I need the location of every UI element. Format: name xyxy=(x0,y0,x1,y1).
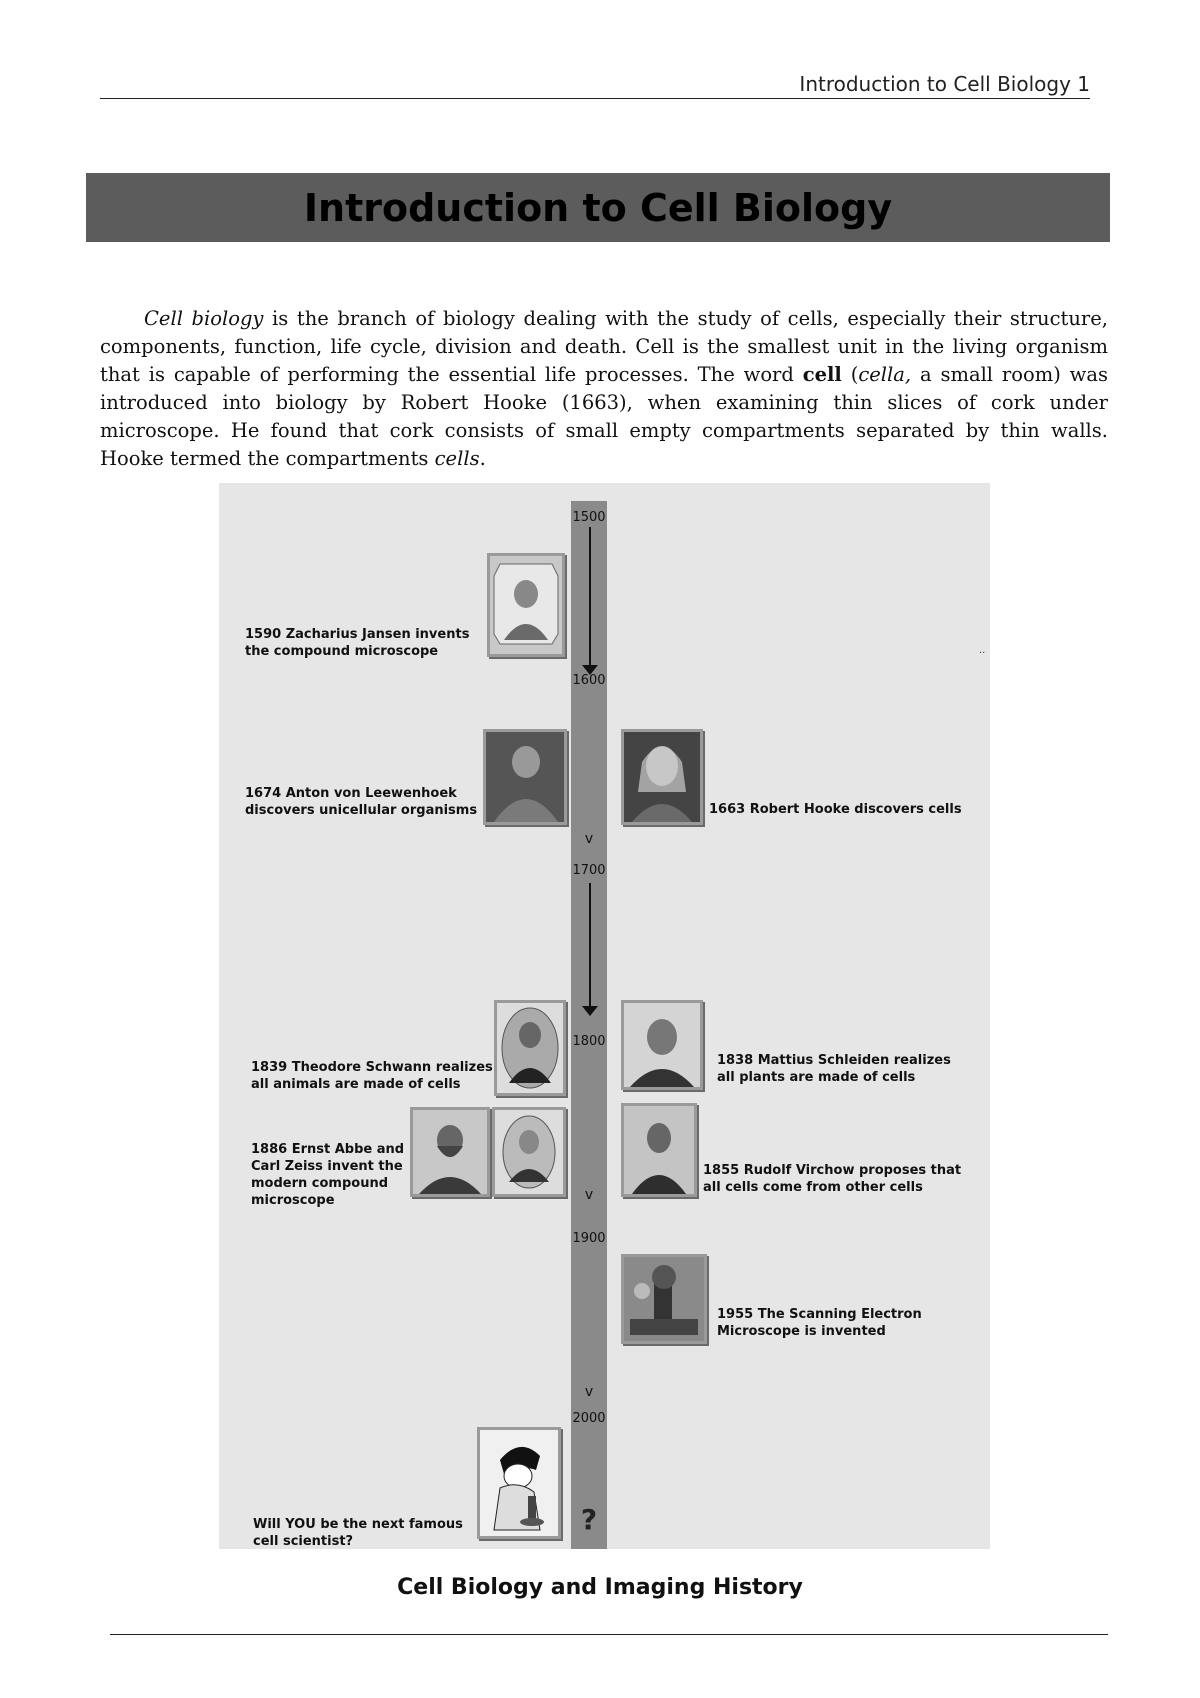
portrait-zacharias-jansen xyxy=(487,553,565,657)
caption-line: 1886 Ernst Abbe and xyxy=(251,1142,405,1157)
intro-text-2: ( xyxy=(841,363,859,386)
running-header-text: Introduction to Cell Biology 1 xyxy=(799,72,1090,96)
year-label-1800: 1800 xyxy=(572,1034,606,1049)
caption-line: 1590 Zacharius Jansen invents xyxy=(245,627,470,642)
caption-line: Will YOU be the next famous xyxy=(253,1517,463,1532)
portrait-robert-hooke xyxy=(621,729,703,825)
caption-line: 1839 Theodore Schwann realizes xyxy=(251,1060,493,1075)
footer-rule xyxy=(110,1634,1108,1635)
chevron-down-icon: v xyxy=(584,1187,594,1203)
chevron-down-icon: v xyxy=(584,1384,594,1400)
portrait-theodor-schwann xyxy=(494,1000,566,1096)
caption-line: discovers unicellular organisms xyxy=(245,803,478,818)
timeline-figure xyxy=(219,483,990,1549)
year-label-1500: 1500 xyxy=(572,510,606,525)
arrow-line xyxy=(589,527,591,667)
portrait-leeuwenhoek xyxy=(483,729,567,825)
event-caption-next-scientist xyxy=(253,1516,463,1550)
intro-text-1: is the branch of biology dealing with the study of cells, especially their structure, components, function, life cycle, division and death. Cell is the smallest unit in the living organism that is capable of performing the essential life processes. The word xyxy=(100,307,1108,386)
caption-line: all cells come from other cells xyxy=(703,1180,923,1195)
image-scanning-electron-microscope xyxy=(621,1254,707,1344)
caption-line: 1674 Anton von Leewenhoek xyxy=(245,786,457,801)
event-caption-1955 xyxy=(717,1306,922,1340)
caption-line: microscope xyxy=(251,1193,335,1208)
caption-line: all animals are made of cells xyxy=(251,1077,461,1092)
intro-text-3: a small room) was introduced into biology by Robert Hooke (1663), when examining thin slices of cork under microscope. He found that cork consists of small empty compartments separated by thin walls. Hooke termed the compartments xyxy=(100,363,1108,470)
caption-line: 1838 Mattius Schleiden realizes xyxy=(717,1053,951,1068)
caption-line: the compound microscope xyxy=(245,644,439,659)
term-cell-biology: Cell biology xyxy=(144,307,264,330)
year-label-1900: 1900 xyxy=(572,1231,606,1246)
caption-line: 1855 Rudolf Virchow proposes that xyxy=(703,1163,962,1178)
term-cella: cella, xyxy=(858,363,912,386)
intro-paragraph xyxy=(100,305,1108,473)
chevron-down-icon: v xyxy=(584,831,594,847)
stray-mark: .. xyxy=(979,645,986,656)
intro-text-4: . xyxy=(479,447,486,470)
caption-line: Microscope is invented xyxy=(717,1324,886,1339)
event-caption-1674 xyxy=(245,785,477,819)
event-caption-1838 xyxy=(717,1052,951,1086)
figure-caption: Cell Biology and Imaging History xyxy=(397,1575,803,1600)
portrait-ernst-abbe xyxy=(410,1107,490,1197)
term-cell: cell xyxy=(802,363,842,386)
title-banner xyxy=(86,173,1110,242)
page-title: Introduction to Cell Biology xyxy=(303,185,893,230)
caption-line: cell scientist? xyxy=(253,1534,354,1549)
event-caption-1886 xyxy=(251,1141,404,1209)
year-label-1600: 1600 xyxy=(572,673,606,688)
event-caption-1663 xyxy=(709,801,962,818)
caption-line: 1663 Robert Hooke discovers cells xyxy=(709,802,962,817)
caption-line: 1955 The Scanning Electron xyxy=(717,1307,922,1322)
caption-line: all plants are made of cells xyxy=(717,1070,916,1085)
image-scientist-cartoon xyxy=(477,1427,561,1539)
caption-line: modern compound xyxy=(251,1176,389,1191)
portrait-matthias-schleiden xyxy=(621,1000,703,1090)
arrow-down-icon xyxy=(582,1006,598,1016)
event-caption-1839 xyxy=(251,1059,493,1093)
event-caption-1855 xyxy=(703,1162,961,1196)
caption-line: Carl Zeiss invent the xyxy=(251,1159,403,1174)
year-label-2000: 2000 xyxy=(572,1411,606,1426)
running-header xyxy=(100,70,1090,99)
question-mark-icon: ? xyxy=(580,1503,598,1536)
event-caption-1590 xyxy=(245,626,469,660)
portrait-carl-zeiss xyxy=(492,1107,566,1197)
portrait-rudolf-virchow xyxy=(621,1103,697,1197)
year-label-1700: 1700 xyxy=(572,863,606,878)
arrow-line xyxy=(589,883,591,1008)
term-cells: cells xyxy=(434,447,480,470)
